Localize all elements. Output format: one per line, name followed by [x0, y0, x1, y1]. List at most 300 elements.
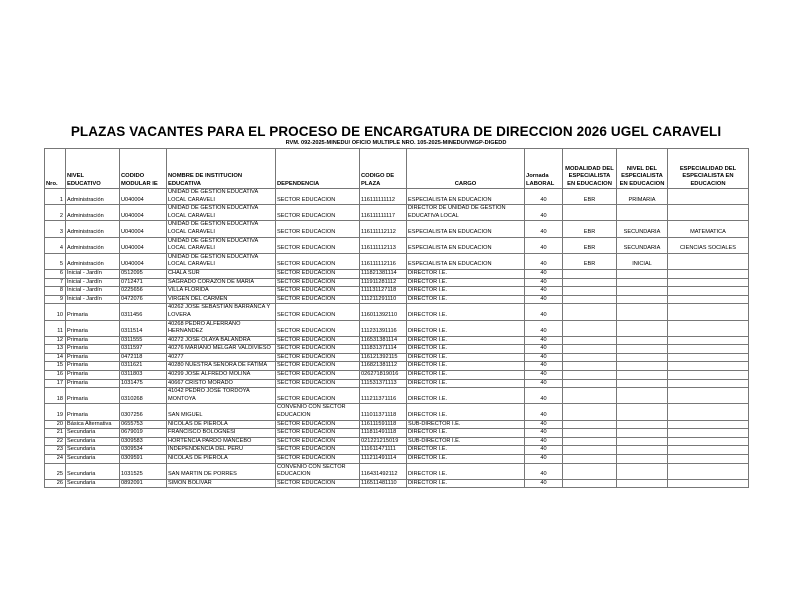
cell-nombre-institucion: FRANCISCO BOLOGNESI	[167, 429, 276, 438]
cell-jornada: 40	[525, 479, 563, 488]
table-header-row	[45, 149, 749, 189]
cell-nro: 10	[45, 304, 66, 320]
cell-codigo-modular: 0679019	[120, 429, 167, 438]
cell-jornada: 40	[525, 253, 563, 269]
cell-especialidad	[668, 253, 749, 269]
cell-codigo-modular: 0311555	[120, 336, 167, 345]
cell-codigo-plaza: 111821381114	[360, 269, 407, 278]
cell-nombre-institucion: 41042 PEDRO JOSE TORDOYA MONTOYA	[167, 388, 276, 404]
cell-jornada: 40	[525, 362, 563, 371]
cell-especialidad	[668, 463, 749, 479]
cell-codigo-modular: 0310268	[120, 388, 167, 404]
table-row	[45, 388, 749, 404]
cell-nombre-institucion: UNIDAD DE GESTION EDUCATIVA LOCAL CARAVELI	[167, 205, 276, 221]
cell-codigo-modular: 0472118	[120, 353, 167, 362]
cell-cargo: DIRECTOR I.E.	[407, 295, 525, 304]
cell-nivel-especialista	[617, 345, 668, 354]
cell-nombre-institucion: 40667 CRISTO MORADO	[167, 379, 276, 388]
cell-nro: 6	[45, 269, 66, 278]
cell-nombre-institucion: UNIDAD DE GESTION EDUCATIVA LOCAL CARAVELI	[167, 221, 276, 237]
cell-cargo: DIRECTOR I.E.	[407, 446, 525, 455]
cell-cargo: DIRECTOR I.E.	[407, 353, 525, 362]
cell-codigo-modular: 1031475	[120, 379, 167, 388]
header-nivel-especialista: NIVEL DEL ESPECIALISTA EN EDUCACION	[617, 149, 668, 189]
cell-especialidad: CIENCIAS SOCIALES	[668, 237, 749, 253]
cell-nivel: Secundaria	[66, 437, 120, 446]
cell-nivel: Administración	[66, 189, 120, 205]
cell-nro: 13	[45, 345, 66, 354]
cell-nombre-institucion: 40262 JOSE SEBASTIAN BARRANCA Y LOVERA	[167, 304, 276, 320]
cell-codigo-plaza: 111211371116	[360, 388, 407, 404]
cell-nro: 26	[45, 479, 66, 488]
cell-nombre-institucion: 40277	[167, 353, 276, 362]
cell-nivel: Primaria	[66, 371, 120, 380]
cell-nombre-institucion: SAGRADO CORAZON DE MARIA	[167, 278, 276, 287]
cell-jornada: 40	[525, 269, 563, 278]
cell-nombre-institucion: 40268 PEDRO ALFERRANO HERNANDEZ	[167, 320, 276, 336]
cell-especialidad	[668, 371, 749, 380]
cell-modalidad	[563, 479, 617, 488]
cell-nivel: Administración	[66, 253, 120, 269]
cell-codigo-plaza: 111211491114	[360, 455, 407, 464]
cell-modalidad	[563, 446, 617, 455]
cell-nivel-especialista	[617, 353, 668, 362]
cell-modalidad	[563, 287, 617, 296]
table-row	[45, 205, 749, 221]
cell-dependencia: CONVENIO CON SECTOR EDUCACION	[276, 404, 360, 420]
cell-dependencia: SECTOR EDUCACION	[276, 269, 360, 278]
cell-codigo-plaza: 111611471111	[360, 446, 407, 455]
cell-modalidad	[563, 463, 617, 479]
cell-codigo-plaza: 111131127118	[360, 287, 407, 296]
cell-modalidad	[563, 345, 617, 354]
table-row	[45, 253, 749, 269]
cell-codigo-modular: 0512095	[120, 269, 167, 278]
table-row	[45, 404, 749, 420]
cell-nro: 24	[45, 455, 66, 464]
cell-modalidad	[563, 304, 617, 320]
cell-especialidad	[668, 287, 749, 296]
cell-modalidad	[563, 429, 617, 438]
table-row	[45, 278, 749, 287]
cell-codigo-modular: U040004	[120, 189, 167, 205]
vacancies-table	[44, 148, 749, 488]
cell-codigo-plaza: 116511481110	[360, 479, 407, 488]
cell-cargo: SUB-DIRECTOR I.E.	[407, 420, 525, 429]
table-row	[45, 320, 749, 336]
cell-jornada: 40	[525, 463, 563, 479]
cell-nro: 17	[45, 379, 66, 388]
page-subtitle: RVM. 092-2025-MINEDU/ OFICIO MULTIPLE NRO. 105-2025-MINEDU/VMGP-DIGEDD	[285, 140, 507, 146]
cell-nivel-especialista: SECUNDARIA	[617, 221, 668, 237]
cell-nro: 5	[45, 253, 66, 269]
cell-jornada: 40	[525, 304, 563, 320]
cell-codigo-plaza: 116821381112	[360, 362, 407, 371]
cell-modalidad	[563, 388, 617, 404]
cell-jornada: 40	[525, 320, 563, 336]
cell-codigo-plaza: 116111112116	[360, 253, 407, 269]
cell-dependencia: SECTOR EDUCACION	[276, 320, 360, 336]
cell-modalidad	[563, 437, 617, 446]
cell-nivel: Primaria	[66, 336, 120, 345]
cell-nivel-especialista	[617, 287, 668, 296]
cell-especialidad	[668, 345, 749, 354]
table-row	[45, 479, 749, 488]
table-row	[45, 429, 749, 438]
cell-codigo-plaza: 111811491118	[360, 429, 407, 438]
cell-codigo-plaza: 111011371118	[360, 404, 407, 420]
page-title: PLAZAS VACANTES PARA EL PROCESO DE ENCARGATURA DE DIRECCION 2026 UGEL CARAVELI	[70, 124, 722, 139]
cell-codigo-modular: U040004	[120, 221, 167, 237]
table-row	[45, 221, 749, 237]
cell-modalidad	[563, 278, 617, 287]
cell-dependencia: SECTOR EDUCACION	[276, 479, 360, 488]
cell-cargo: DIRECTOR I.E.	[407, 320, 525, 336]
cell-nombre-institucion: UNIDAD DE GESTION EDUCATIVA LOCAL CARAVELI	[167, 189, 276, 205]
cell-nivel: Primaria	[66, 345, 120, 354]
cell-dependencia: SECTOR EDUCACION	[276, 345, 360, 354]
header-codigo-modular: CODIDO MODULAR IE	[120, 149, 167, 189]
cell-codigo-modular: 0311597	[120, 345, 167, 354]
cell-especialidad	[668, 320, 749, 336]
cell-dependencia: SECTOR EDUCACION	[276, 304, 360, 320]
table-row	[45, 437, 749, 446]
cell-jornada: 40	[525, 371, 563, 380]
cell-cargo: DIRECTOR I.E.	[407, 336, 525, 345]
table-body	[45, 189, 749, 488]
cell-nro: 14	[45, 353, 66, 362]
cell-especialidad	[668, 269, 749, 278]
cell-dependencia: SECTOR EDUCACION	[276, 278, 360, 287]
cell-cargo: ESPECIALISTA EN EDUCACION	[407, 221, 525, 237]
cell-dependencia: SECTOR EDUCACION	[276, 336, 360, 345]
cell-especialidad	[668, 304, 749, 320]
cell-cargo: DIRECTOR I.E.	[407, 371, 525, 380]
table-row	[45, 420, 749, 429]
cell-codigo-plaza: 026271819016	[360, 371, 407, 380]
cell-jornada: 40	[525, 278, 563, 287]
cell-nombre-institucion: SAN MARTIN DE PORRES	[167, 463, 276, 479]
cell-nro: 7	[45, 278, 66, 287]
cell-nivel: Básica Alternativa	[66, 420, 120, 429]
cell-nivel-especialista: INICIAL	[617, 253, 668, 269]
cell-nivel: Administración	[66, 237, 120, 253]
cell-jornada: 40	[525, 437, 563, 446]
cell-nro: 23	[45, 446, 66, 455]
cell-nro: 2	[45, 205, 66, 221]
cell-nivel: Inicial - Jardín	[66, 278, 120, 287]
cell-dependencia: SECTOR EDUCACION	[276, 446, 360, 455]
table-row	[45, 189, 749, 205]
table-row	[45, 295, 749, 304]
cell-dependencia: SECTOR EDUCACION	[276, 295, 360, 304]
cell-dependencia: SECTOR EDUCACION	[276, 253, 360, 269]
table-row	[45, 269, 749, 278]
cell-nivel-especialista	[617, 388, 668, 404]
cell-nivel-especialista	[617, 420, 668, 429]
cell-modalidad	[563, 269, 617, 278]
cell-codigo-plaza: 021221215019	[360, 437, 407, 446]
cell-nivel: Inicial - Jardín	[66, 269, 120, 278]
cell-dependencia: SECTOR EDUCACION	[276, 371, 360, 380]
cell-jornada: 40	[525, 336, 563, 345]
cell-cargo: ESPECIALISTA EN EDUCACION	[407, 237, 525, 253]
cell-cargo: DIRECTOR I.E.	[407, 362, 525, 371]
cell-modalidad	[563, 420, 617, 429]
cell-codigo-modular: U040004	[120, 237, 167, 253]
cell-nivel-especialista: SECUNDARIA	[617, 237, 668, 253]
cell-nro: 22	[45, 437, 66, 446]
cell-especialidad	[668, 189, 749, 205]
cell-dependencia: SECTOR EDUCACION	[276, 362, 360, 371]
cell-jornada: 40	[525, 345, 563, 354]
cell-dependencia: SECTOR EDUCACION	[276, 420, 360, 429]
cell-codigo-plaza: 116531381114	[360, 336, 407, 345]
cell-codigo-modular: 0307256	[120, 404, 167, 420]
cell-modalidad: EBR	[563, 189, 617, 205]
cell-especialidad	[668, 379, 749, 388]
cell-jornada: 40	[525, 404, 563, 420]
cell-nivel: Primaria	[66, 320, 120, 336]
cell-dependencia: SECTOR EDUCACION	[276, 429, 360, 438]
table-row	[45, 463, 749, 479]
cell-especialidad	[668, 437, 749, 446]
cell-nivel: Primaria	[66, 404, 120, 420]
cell-nivel-especialista	[617, 304, 668, 320]
cell-jornada: 40	[525, 388, 563, 404]
cell-nombre-institucion: 40272 JOSE OLAYA BALANDRA	[167, 336, 276, 345]
header-especialidad: ESPECIALIDAD DEL ESPECIALISTA EN EDUCACION	[668, 149, 749, 189]
cell-codigo-plaza: 111211291110	[360, 295, 407, 304]
cell-nro: 19	[45, 404, 66, 420]
cell-jornada: 40	[525, 455, 563, 464]
cell-cargo: DIRECTOR I.E.	[407, 379, 525, 388]
header-modalidad: MODALIDAD DEL ESPECIALISTA EN EDUCACION	[563, 149, 617, 189]
cell-nivel-especialista	[617, 437, 668, 446]
cell-especialidad	[668, 429, 749, 438]
table-row	[45, 287, 749, 296]
cell-nro: 16	[45, 371, 66, 380]
cell-modalidad	[563, 371, 617, 380]
cell-nombre-institucion: SIMON BOLIVAR	[167, 479, 276, 488]
cell-nivel-especialista	[617, 446, 668, 455]
cell-cargo: DIRECTOR I.E.	[407, 269, 525, 278]
cell-nro: 21	[45, 429, 66, 438]
table-row	[45, 379, 749, 388]
cell-modalidad	[563, 362, 617, 371]
cell-codigo-modular: 0311456	[120, 304, 167, 320]
cell-jornada: 40	[525, 446, 563, 455]
cell-nivel: Secundaria	[66, 479, 120, 488]
cell-nivel-especialista	[617, 429, 668, 438]
cell-codigo-plaza: 111531371113	[360, 379, 407, 388]
cell-nivel: Administración	[66, 221, 120, 237]
cell-nivel: Administración	[66, 205, 120, 221]
cell-nro: 11	[45, 320, 66, 336]
cell-codigo-plaza: 116431492112	[360, 463, 407, 479]
cell-especialidad	[668, 479, 749, 488]
cell-cargo: DIRECTOR I.E.	[407, 345, 525, 354]
cell-codigo-plaza: 116111111117	[360, 205, 407, 221]
cell-codigo-modular: 0712471	[120, 278, 167, 287]
table-row	[45, 455, 749, 464]
cell-jornada: 40	[525, 295, 563, 304]
cell-codigo-modular: 0655753	[120, 420, 167, 429]
cell-cargo: DIRECTOR I.E.	[407, 429, 525, 438]
cell-codigo-plaza: 116111112112	[360, 221, 407, 237]
cell-cargo: DIRECTOR I.E.	[407, 455, 525, 464]
cell-nombre-institucion: VIRGEN DEL CARMEN	[167, 295, 276, 304]
cell-dependencia: SECTOR EDUCACION	[276, 205, 360, 221]
cell-dependencia: SECTOR EDUCACION	[276, 353, 360, 362]
cell-nivel-especialista: PRIMARIA	[617, 189, 668, 205]
cell-codigo-modular: U040004	[120, 205, 167, 221]
cell-nro: 4	[45, 237, 66, 253]
cell-nivel-especialista	[617, 362, 668, 371]
cell-nombre-institucion: INDEPENDENCIA DEL PERU	[167, 446, 276, 455]
cell-dependencia: SECTOR EDUCACION	[276, 455, 360, 464]
cell-codigo-modular: 0311621	[120, 362, 167, 371]
cell-codigo-modular: 0225656	[120, 287, 167, 296]
cell-dependencia: SECTOR EDUCACION	[276, 221, 360, 237]
cell-nro: 9	[45, 295, 66, 304]
cell-cargo: DIRECTOR DE UNIDAD DE GESTION EDUCATIVA LOCAL	[407, 205, 525, 221]
cell-nivel-especialista	[617, 479, 668, 488]
cell-codigo-plaza: 111911281112	[360, 278, 407, 287]
table-row	[45, 362, 749, 371]
cell-dependencia: SECTOR EDUCACION	[276, 379, 360, 388]
cell-cargo: DIRECTOR I.E.	[407, 278, 525, 287]
cell-nivel: Secundaria	[66, 455, 120, 464]
cell-nombre-institucion: NICOLAS DE PIEROLA	[167, 455, 276, 464]
cell-especialidad	[668, 295, 749, 304]
cell-nombre-institucion: VILLA FLORIDA	[167, 287, 276, 296]
cell-cargo: DIRECTOR I.E.	[407, 463, 525, 479]
cell-jornada: 40	[525, 237, 563, 253]
table-row	[45, 353, 749, 362]
cell-codigo-plaza: 116121392115	[360, 353, 407, 362]
cell-codigo-modular: 0892091	[120, 479, 167, 488]
cell-especialidad	[668, 455, 749, 464]
cell-nivel: Primaria	[66, 379, 120, 388]
cell-nro: 8	[45, 287, 66, 296]
cell-nro: 3	[45, 221, 66, 237]
cell-nivel: Primaria	[66, 304, 120, 320]
cell-nivel-especialista	[617, 320, 668, 336]
cell-modalidad	[563, 353, 617, 362]
cell-nivel: Primaria	[66, 362, 120, 371]
cell-jornada: 40	[525, 420, 563, 429]
cell-nombre-institucion: UNIDAD DE GESTION EDUCATIVA LOCAL CARAVELI	[167, 253, 276, 269]
cell-nivel-especialista	[617, 463, 668, 479]
cell-nro: 12	[45, 336, 66, 345]
cell-nivel-especialista	[617, 336, 668, 345]
cell-nivel-especialista	[617, 404, 668, 420]
cell-codigo-plaza: 116111111112	[360, 189, 407, 205]
header-nombre-institucion: NOMBRE DE INSTITUCION EDUCATIVA	[167, 149, 276, 189]
table-row	[45, 345, 749, 354]
header-nivel: NIVEL EDUCATIVO	[66, 149, 120, 189]
cell-jornada: 40	[525, 353, 563, 362]
cell-modalidad	[563, 295, 617, 304]
cell-dependencia: CONVENIO CON SECTOR EDUCACION	[276, 463, 360, 479]
cell-nivel-especialista	[617, 455, 668, 464]
cell-modalidad: EBR	[563, 253, 617, 269]
cell-codigo-plaza: 111231391116	[360, 320, 407, 336]
cell-nivel: Primaria	[66, 388, 120, 404]
cell-especialidad	[668, 420, 749, 429]
cell-modalidad: EBR	[563, 221, 617, 237]
cell-nivel: Secundaria	[66, 463, 120, 479]
cell-codigo-modular: 0309583	[120, 437, 167, 446]
cell-cargo: DIRECTOR I.E.	[407, 479, 525, 488]
cell-modalidad: EBR	[563, 237, 617, 253]
table-row	[45, 371, 749, 380]
cell-nombre-institucion: NICOLAS DE PIEROLA	[167, 420, 276, 429]
cell-jornada: 40	[525, 287, 563, 296]
cell-nombre-institucion: CHALA SUR	[167, 269, 276, 278]
cell-codigo-modular: 0311514	[120, 320, 167, 336]
cell-nro: 15	[45, 362, 66, 371]
cell-nivel-especialista	[617, 269, 668, 278]
header-codigo-plaza: CODIGO DE PLAZA	[360, 149, 407, 189]
cell-jornada: 40	[525, 205, 563, 221]
cell-nivel: Secundaria	[66, 429, 120, 438]
cell-dependencia: SECTOR EDUCACION	[276, 287, 360, 296]
cell-nombre-institucion: 40276 MARIANO MELGAR VALDIVIESO	[167, 345, 276, 354]
cell-nivel-especialista	[617, 379, 668, 388]
cell-nombre-institucion: 40280 NUESTRA SEÑORA DE FATIMA	[167, 362, 276, 371]
cell-modalidad	[563, 404, 617, 420]
cell-especialidad	[668, 388, 749, 404]
cell-codigo-modular: 0309591	[120, 455, 167, 464]
cell-nivel-especialista	[617, 205, 668, 221]
cell-nombre-institucion: UNIDAD DE GESTION EDUCATIVA LOCAL CARAVELI	[167, 237, 276, 253]
cell-jornada: 40	[525, 189, 563, 205]
cell-nombre-institucion: SAN MIGUEL	[167, 404, 276, 420]
cell-codigo-modular: 0309534	[120, 446, 167, 455]
cell-especialidad	[668, 362, 749, 371]
cell-modalidad	[563, 205, 617, 221]
cell-especialidad	[668, 404, 749, 420]
cell-especialidad	[668, 278, 749, 287]
cell-codigo-modular: 1031525	[120, 463, 167, 479]
header-dependencia: DEPENDENCIA	[276, 149, 360, 189]
cell-cargo: DIRECTOR I.E.	[407, 404, 525, 420]
cell-codigo-plaza: 116011392110	[360, 304, 407, 320]
cell-modalidad	[563, 455, 617, 464]
cell-codigo-plaza: 116111591118	[360, 420, 407, 429]
table-row	[45, 237, 749, 253]
cell-codigo-modular: U040004	[120, 253, 167, 269]
header-jornada: Jornada LABORAL	[525, 149, 563, 189]
cell-cargo: ESPECIALISTA EN EDUCACION	[407, 253, 525, 269]
cell-nro: 18	[45, 388, 66, 404]
cell-cargo: ESPECIALISTA EN EDUCACION	[407, 189, 525, 205]
cell-jornada: 40	[525, 429, 563, 438]
cell-jornada: 40	[525, 221, 563, 237]
cell-jornada: 40	[525, 379, 563, 388]
cell-nivel-especialista	[617, 371, 668, 380]
cell-nro: 1	[45, 189, 66, 205]
header-nro: Nro.	[45, 149, 66, 189]
cell-nivel: Inicial - Jardín	[66, 287, 120, 296]
cell-codigo-plaza: 111831371114	[360, 345, 407, 354]
cell-cargo: DIRECTOR I.E.	[407, 287, 525, 296]
table-row	[45, 336, 749, 345]
cell-especialidad	[668, 446, 749, 455]
cell-dependencia: SECTOR EDUCACION	[276, 437, 360, 446]
